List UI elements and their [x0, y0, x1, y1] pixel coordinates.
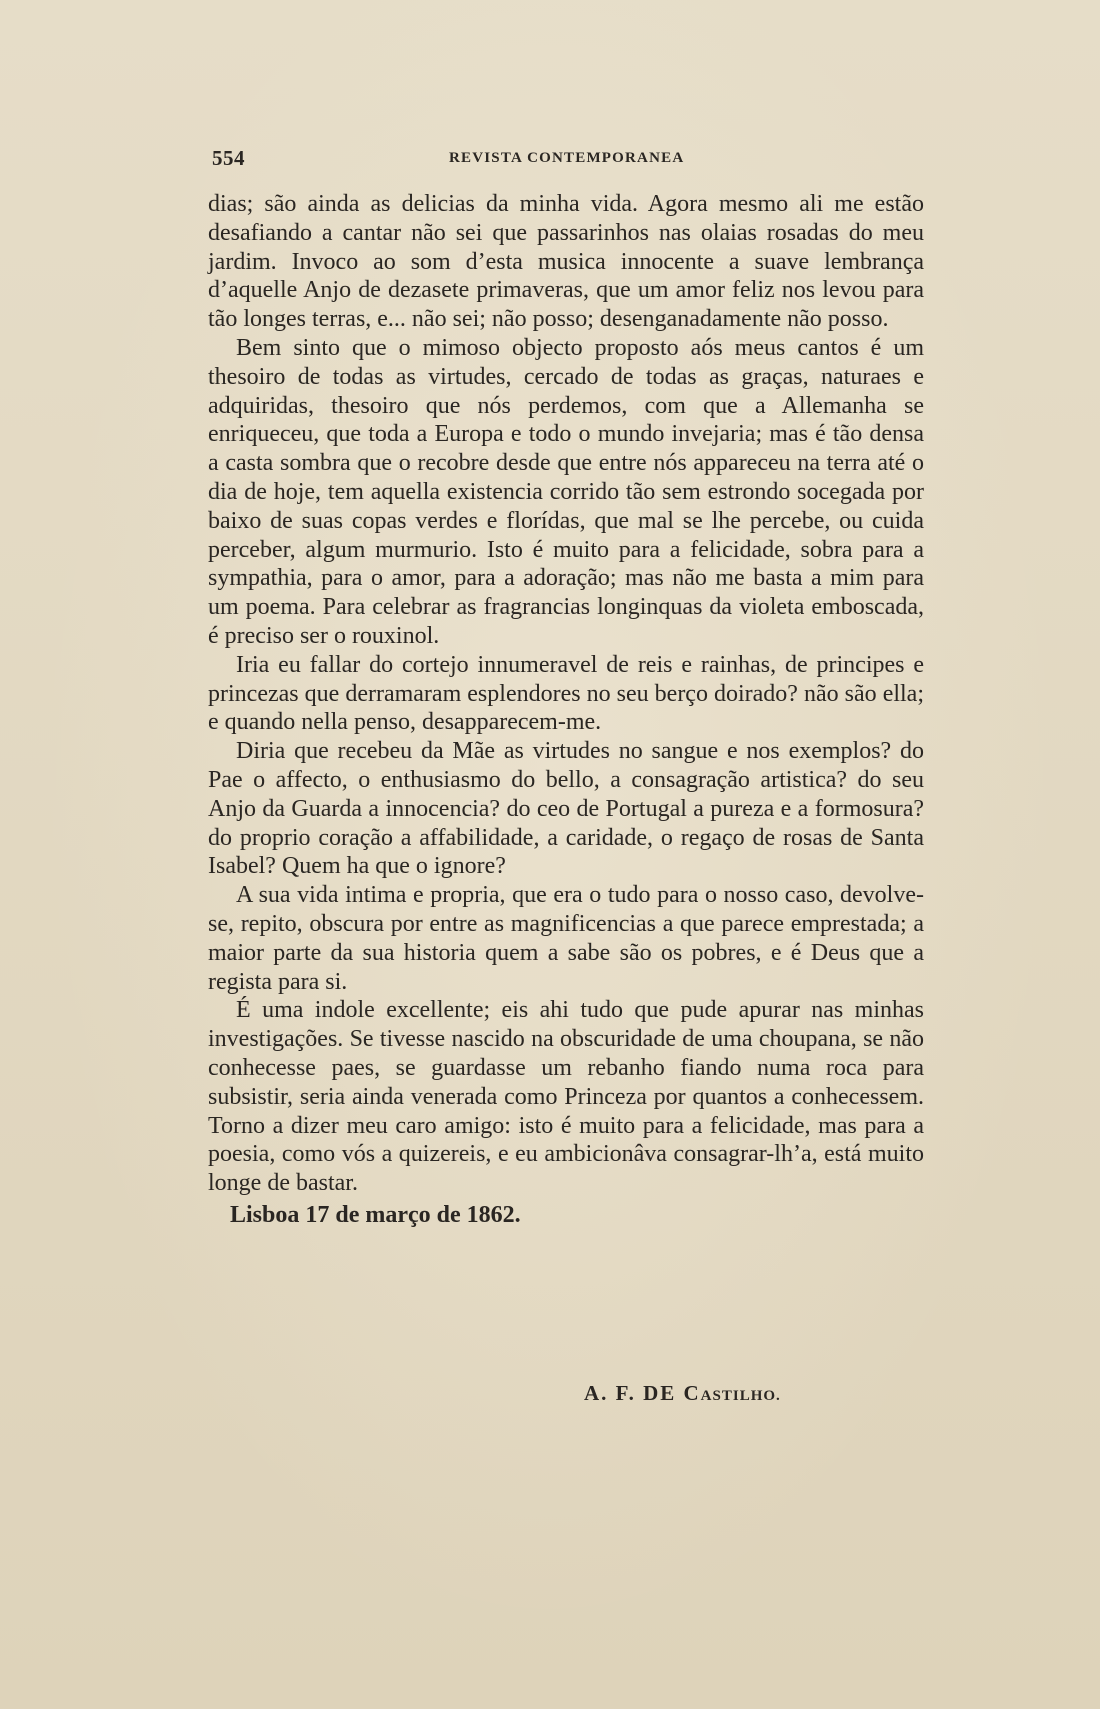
- date-line: Lisboa 17 de março de 1862.: [230, 1201, 521, 1228]
- signature-surname-rest: ASTILHO.: [700, 1388, 781, 1404]
- paragraph: dias; são ainda as delicias da minha vida. Agora mesmo ali me estão desafiando a cantar não sei que passarinhos nas olaias rosadas do meu jardim. Invoco ao som d’esta musica innocente a suave lembrança d’aquelle Anjo de dezasete primaveras, que um amor feliz nos levou para tão longes terras, e... não sei; não posso; desenganadamente não posso.: [208, 191, 924, 333]
- page-number: 554: [212, 146, 245, 170]
- page-header: [212, 146, 926, 176]
- running-title: REVISTA CONTEMPORANEA: [449, 150, 685, 166]
- paragraph: Iria eu fallar do cortejo innumeravel de reis e rainhas, de principes e princezas que derramaram esplendores no seu berço doirado? não são ella; e quando nella penso, desapparecem-me.: [208, 651, 924, 736]
- paragraph: A sua vida intima e propria, que era o tudo para o nosso caso, devolve-se, repito, obscura por entre as magnificencias a que parece emprestada; a maior parte da sua historia quem a sabe são os pobres, e é Deus que a regista para si.: [208, 882, 924, 995]
- paragraph: É uma indole excellente; eis ahi tudo que pude apurar nas minhas investigações. Se tivesse nascido na obscuridade de uma choupana, se não conhecesse paes, se guardasse um rebanho fiando numa roca para subsistir, seria ainda venerada como Princeza por quantos a conhecessem. Torno a dizer meu caro amigo: isto é muito para a felicidade, mas para a poesia, como vós a quizereis, e eu ambicionâva consagrar-lh’a, está muito longe de bastar.: [208, 997, 924, 1197]
- paragraph: Bem sinto que o mimoso objecto proposto aós meus cantos é um thesoiro de todas as virtudes, cercado de todas as graças, naturaes e adquiridas, thesoiro que nós perdemos, com que a Allemanha se enriqueceu, que toda a Europa e todo o mundo invejaria; mas é tão densa a casta sombra que o recobre desde que entre nós appareceu na terra até o dia de hoje, tem aquella existencia corrido tão sem estrondo socegada por baixo de suas copas verdes e florídas, que mal se lhe percebe, ou cuida perceber, algum murmurio. Isto é muito para a felicidade, sobra para a sympathia, para o amor, para a adoração; mas não me basta a mim para um poema. Para celebrar as fragrancias longinquas da violeta emboscada, é preciso ser o rouxinol.: [208, 334, 924, 649]
- signature-surname-initial: C: [683, 1381, 701, 1405]
- paragraph: Diria que recebeu da Mãe as virtudes no sangue e nos exemplos? do Pae o affecto, o enthusiasmo do bello, a consagração artistica? do seu Anjo da Guarda a innocencia? do ceo de Portugal a pureza e a formosura? do proprio coração a affabilidade, a caridade, o regaço de rosas de Santa Isabel? Quem ha que o ignore?: [208, 738, 924, 880]
- signature-initials: A. F. DE: [584, 1381, 677, 1405]
- author-signature: [584, 1381, 781, 1406]
- article-body: [208, 190, 924, 1230]
